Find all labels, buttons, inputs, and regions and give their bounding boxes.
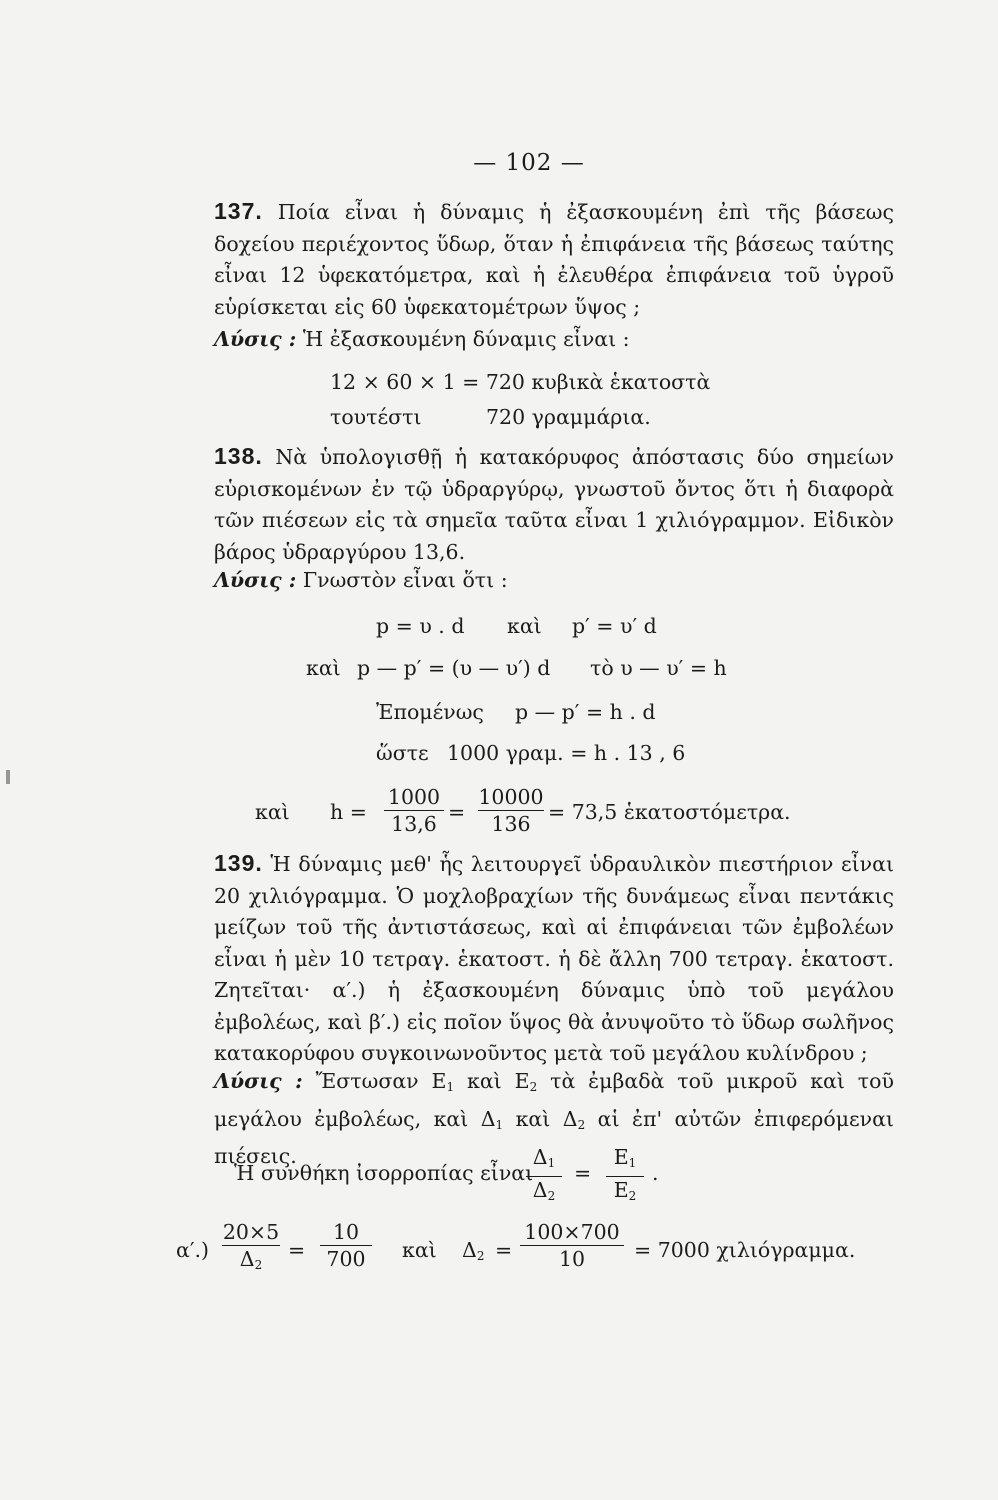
solution-139-part-c: τὰ ἐμβαδὰ τοῦ μικροῦ καὶ τοῦ μεγάλου ἐμβολέως, καὶ Δ	[214, 1069, 894, 1131]
part-a-result: = 7000 χιλιόγραμμα.	[634, 1238, 856, 1262]
page-number: — 102 —	[473, 150, 585, 176]
fraction-denominator: $E_2$	[606, 1176, 644, 1209]
period: .	[652, 1161, 659, 1185]
fraction-denominator: 700	[320, 1245, 372, 1272]
fraction-numerator: 20×5	[222, 1220, 280, 1244]
solution-139-part-d: καὶ Δ	[515, 1106, 578, 1131]
fraction-numerator: $\Delta_1$	[532, 1145, 556, 1170]
eq-138-1a: p = υ . d	[376, 614, 465, 638]
equals-sign: =	[288, 1238, 306, 1262]
solution-139-part-a: Ἔστωσαν E	[315, 1069, 447, 1093]
fraction-numerator: 1000	[387, 785, 441, 809]
fraction-100x700-over-10	[520, 1219, 624, 1272]
eq-138-3a: Ἐπομένως	[376, 700, 484, 724]
fraction-20x5-over-delta2	[222, 1219, 280, 1278]
problem-137-text: Ποία εἶναι ἡ δύναμις ἡ ἐξασκουμένη ἐπὶ τῆς βάσεως δοχείου περιέχοντος ὕδωρ, ὅταν ἡ ἐπιφάνεια τῆς βάσεως ταύτης εἶναι 12 ὑφεκατόμετρα, καὶ ἡ ἐλευθέρα ἐπιφάνεια τοῦ ὑγροῦ εὑρίσκεται εἰς 60 ὑφεκατομέτρων ὕψος ;	[214, 200, 894, 319]
eq-138-2b: p — p′ = (υ — υ′) d	[357, 656, 551, 680]
solution-137	[214, 327, 630, 351]
delta2-symbol: $\Delta_2$	[462, 1238, 485, 1263]
part-a-kai: καὶ	[402, 1238, 437, 1262]
eq-138-5a: καὶ	[255, 800, 290, 824]
solution-137-label: Λύσις :	[214, 327, 297, 351]
eq-138-1c: p′ = υ′ d	[572, 614, 657, 638]
fraction-numerator: 10000	[478, 785, 544, 809]
fraction-1000-over-13-6	[384, 784, 444, 837]
equals-sign: =	[574, 1161, 592, 1185]
eq-138-5c: = 73,5 ἑκατοστόμετρα.	[548, 800, 791, 824]
fraction-denominator: $\Delta_2$	[526, 1176, 562, 1209]
problem-138-number: 138.	[214, 443, 263, 469]
problem-139-number: 139.	[214, 850, 263, 876]
fraction-denominator: 13,6	[384, 810, 444, 837]
eq-138-2a: καὶ	[306, 656, 341, 680]
problem-137-number: 137.	[214, 198, 263, 224]
problem-139	[214, 848, 894, 1070]
solution-139-part-b: καὶ E	[467, 1069, 530, 1093]
scan-mark	[6, 770, 10, 784]
eq-138-2c: τὸ υ — υ′ = h	[590, 656, 727, 680]
eq-138-4a: ὥστε	[376, 741, 429, 765]
equation-137-2-label: τουτέστι	[330, 405, 422, 429]
problem-138	[214, 441, 894, 568]
subscript: 1	[495, 1117, 504, 1132]
subscript: 2	[577, 1117, 586, 1132]
fraction-10000-over-136	[478, 784, 544, 837]
solution-138	[214, 568, 508, 592]
subscript: 1	[446, 1080, 455, 1094]
eq-138-equals: =	[448, 800, 466, 824]
solution-139-label: Λύσις :	[214, 1069, 303, 1093]
problem-137	[214, 196, 894, 323]
eq-138-4b: 1000 γραμ. = h . 13 , 6	[447, 741, 686, 765]
problem-139-text: Ἡ δύναμις μεθ' ἧς λειτουργεῖ ὑδραυλικὸν πιεστήριον εἶναι 20 χιλιόγραμμα. Ὁ μοχλοβραχίων τῆς δυνάμεως εἶναι πεντάκις μείζων τοῦ τῆς ἀντιστάσεως, καὶ αἱ ἐπιφάνειαι τῶν ἐμβολέων εἶναι ἡ μὲν 10 τετραγ. ἑκατοστ. ἡ δὲ ἄλλη 700 τετραγ. ἑκατοστ. Ζητεῖται· α′.) ἡ ἐξασκουμένη δύναμις ὑπὸ τοῦ μεγάλου ἐμβολέως, καὶ β′.) εἰς ποῖον ὕψος θὰ ἀνυψοῦτο τὸ ὕδωρ σωλῆνος κατακορύφου συγκοινωνοῦντος μετὰ τοῦ μεγάλου κυλίνδρου ;	[214, 852, 894, 1065]
fraction-10-over-700	[320, 1219, 372, 1272]
fraction-numerator: $E_1$	[613, 1145, 637, 1170]
fraction-delta1-over-delta2	[526, 1144, 562, 1209]
eq-138-3b: p — p′ = h . d	[515, 700, 656, 724]
subscript: 2	[529, 1080, 538, 1094]
solution-139-part-e: αἱ ἐπ' αὐτῶν ἐπιφερόμεναι πιέσεις.	[214, 1106, 894, 1168]
fraction-numerator: 100×700	[524, 1220, 620, 1244]
equals-sign: =	[495, 1238, 513, 1262]
solution-138-label: Λύσις :	[214, 568, 297, 592]
part-a-label: α′.)	[176, 1238, 210, 1262]
fraction-numerator: 10	[332, 1220, 360, 1244]
solution-137-text: Ἡ ἐξασκουμένη δύναμις εἶναι :	[302, 327, 630, 351]
equilibrium-condition-text: Ἡ συνθήκη ἰσορροπίας εἶναι	[234, 1161, 534, 1185]
problem-138-text: Νὰ ὑπολογισθῇ ἡ κατακόρυφος ἀπόστασις δύο σημείων εὑρισκομένων ἐν τῷ ὑδραργύρῳ, γνωστοῦ ὄντος ὅτι ἡ διαφορὰ τῶν πιέσεων εἰς τὰ σημεῖα ταῦτα εἶναι 1 χιλιόγραμμον. Εἰδικὸν βάρος ὑδραργύρου 13,6.	[214, 445, 894, 564]
fraction-denominator: 136	[478, 810, 544, 837]
fraction-denominator: 10	[520, 1245, 624, 1272]
fraction-e1-over-e2	[606, 1144, 644, 1209]
eq-138-5b: h =	[330, 800, 367, 824]
fraction-denominator: $\Delta_2$	[222, 1245, 280, 1278]
equation-137-1: 12 × 60 × 1 = 720 κυβικὰ ἑκατοστὰ	[330, 370, 711, 394]
eq-138-1b: καὶ	[507, 614, 542, 638]
solution-138-text: Γνωστὸν εἶναι ὅτι :	[302, 568, 508, 592]
equation-137-2-value: 720 γραμμάρια.	[486, 405, 651, 429]
